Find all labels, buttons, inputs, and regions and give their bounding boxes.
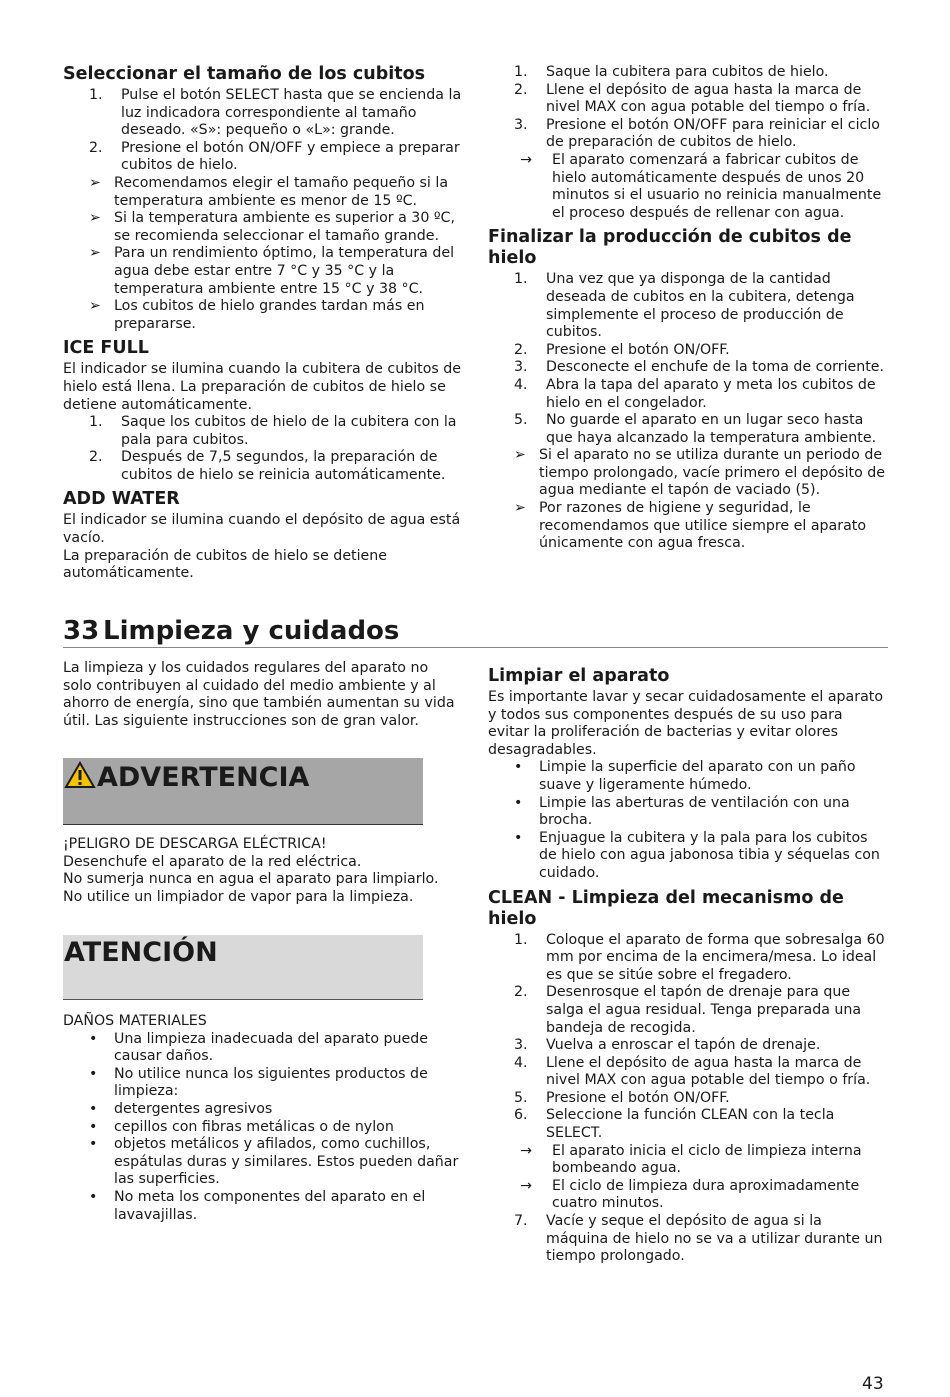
list-item-text: El aparato comenzará a fabricar cubitos de hielo automáticamente después de unos 20 minutos si el usuario no reinicia manualmente el proceso después de rellenar con agua.: [552, 151, 882, 221]
list-item-text: Seleccione la función CLEAN con la tecla SELECT.: [546, 1107, 835, 1142]
list-item: [63, 1031, 463, 1066]
finish-tips: [488, 447, 888, 553]
list-item: [63, 210, 463, 245]
refill-result: [488, 152, 888, 222]
list-item-text: Pulse el botón SELECT hasta que se encienda la luz indicadora correspondiente al tamaño deseado. «S»: pequeño o «L»: grande.: [121, 87, 462, 139]
list-item: [63, 1136, 463, 1189]
list-item: [488, 342, 888, 360]
attention-title: ATENCIÓN: [64, 937, 218, 968]
list-item: [63, 140, 463, 175]
list-item-text: Presione el botón ON/OFF.: [546, 341, 730, 358]
warning-line: Desenchufe el aparato de la red eléctrica.: [63, 853, 362, 870]
icefull-steps: [63, 414, 463, 484]
list-item-text: Los cubitos de hielo grandes tardan más en prepararse.: [114, 298, 425, 332]
list-item: [488, 1037, 888, 1055]
list-marker: 2.: [514, 341, 528, 358]
list-item: [488, 1090, 888, 1108]
list-item: [488, 377, 888, 412]
list-marker: 4.: [514, 376, 528, 393]
warning-line: No sumerja nunca en agua el aparato para limpiarlo.: [63, 871, 439, 888]
list-item-text: Desconecte el enchufe de la toma de corriente.: [546, 359, 885, 376]
warning-triangle-icon: [64, 761, 96, 789]
list-marker: 7.: [514, 1213, 528, 1230]
list-item-text: Limpie la superficie del aparato con un paño suave y ligeramente húmedo.: [539, 759, 856, 793]
list-marker: •: [89, 1065, 98, 1082]
chapter-title: Limpieza y cuidados: [103, 616, 400, 646]
list-item-text: Una limpieza inadecuada del aparato puede causar daños.: [114, 1030, 428, 1065]
list-item-text: Vacíe y seque el depósito de agua si la máquina de hielo no se va a utilizar durante un tiempo prolongado.: [546, 1213, 883, 1265]
list-item: [488, 64, 888, 82]
list-item: [488, 271, 888, 341]
list-item: [63, 298, 463, 333]
list-item: [488, 117, 888, 152]
list-item-text: objetos metálicos y afilados, como cuchillos, espátulas duras y similares. Estos pueden dañar las superficies.: [114, 1136, 459, 1188]
list-item: [63, 1119, 463, 1137]
page-number: 43: [862, 1374, 884, 1394]
right-top-column: [488, 64, 888, 553]
list-marker: •: [89, 1030, 98, 1047]
list-marker: 3.: [514, 1037, 528, 1054]
list-item: [63, 1189, 463, 1224]
finish-heading: Finalizar la producción de cubitos de hielo: [488, 227, 852, 269]
list-item-text: No meta los componentes del aparato en el lavavajillas.: [114, 1188, 426, 1223]
list-item-text: Saque la cubitera para cubitos de hielo.: [546, 64, 829, 80]
list-item-text: Para un rendimiento óptimo, la temperatura del agua debe estar entre 7 °C y 35 °C y la temperatura ambiente entre 15 °C y 38 °C.: [114, 245, 455, 297]
addwater-heading: ADD WATER: [63, 489, 180, 510]
list-marker: •: [89, 1100, 98, 1117]
icefull-heading: ICE FULL: [63, 338, 149, 359]
list-marker: 3.: [514, 359, 528, 376]
chapter-divider: [63, 647, 888, 648]
clean-items: [488, 759, 888, 882]
list-marker: 1.: [514, 271, 528, 288]
arrow-icon: →: [520, 151, 532, 168]
left-bottom-intro: [63, 660, 458, 730]
list-marker: 2.: [514, 81, 528, 98]
size-heading: Seleccionar el tamaño de los cubitos: [63, 64, 426, 84]
list-item: [488, 984, 888, 1037]
list-item-text: Abra la tapa del aparato y meta los cubitos de hielo en el congelador.: [546, 376, 876, 411]
list-marker: ➢: [514, 447, 526, 464]
list-item: [63, 175, 463, 210]
list-item-text: Llene el depósito de agua hasta la marca de nivel MAX con agua potable del tiempo o fría.: [546, 1054, 871, 1089]
list-item-text: Saque los cubitos de hielo de la cubitera con la pala para cubitos.: [121, 414, 457, 448]
warning-line: No utilice un limpiador de vapor para la limpieza.: [63, 888, 414, 905]
cleaning-intro: La limpieza y los cuidados regulares del aparato no solo contribuyen al cuidado del medio ambiente y al ahorro de energía, sino que también aumentan su vida útil. Las siguiente instrucciones son de gran valor.: [63, 660, 455, 729]
clean-heading: Limpiar el aparato: [488, 666, 670, 686]
list-item: [488, 447, 888, 500]
warning-text: [63, 836, 463, 906]
list-item-text: Una vez que ya disponga de la cantidad deseada de cubitos en la cubitera, detenga simplemente el proceso de producción de cubitos.: [546, 271, 855, 341]
list-item-text: Si la temperatura ambiente es superior a 30 ºC, se recomienda seleccionar el tamaño grande.: [114, 210, 455, 244]
list-marker: ➢: [89, 245, 101, 262]
list-marker: 2.: [514, 984, 528, 1001]
attention-box: [63, 935, 423, 1000]
attention-subtitle: DAÑOS MATERIALES: [63, 1013, 207, 1029]
list-item: [488, 830, 888, 883]
list-marker: •: [89, 1118, 98, 1135]
list-item-text: cepillos con fibras metálicas o de nylon: [114, 1118, 394, 1135]
list-item: [488, 359, 888, 377]
list-item-text: Recomendamos elegir el tamaño pequeño si la temperatura ambiente es menor de 15 ºC.: [114, 174, 449, 209]
list-marker: 2.: [89, 449, 103, 466]
warning-title: ADVERTENCIA: [97, 762, 310, 793]
list-item-text: Desenrosque el tapón de drenaje para que salga el agua residual. Tenga preparada una bandeja de recogida.: [546, 984, 862, 1036]
clean-text: Es importante lavar y secar cuidadosamente el aparato y todos sus componentes después de su uso para evitar la proliferación de bacterias y evitar olores desagradables.: [488, 689, 884, 758]
list-item: [488, 1213, 888, 1266]
list-item-text: El aparato inicia el ciclo de limpieza interna bombeando agua.: [552, 1142, 862, 1177]
list-item-text: Si el aparato no se utiliza durante un periodo de tiempo prolongado, vacíe primero el depósito de agua mediante el tapón de vaciado (5).: [539, 447, 886, 499]
list-item: [488, 500, 888, 553]
list-marker: •: [514, 759, 523, 776]
list-item-text: Vuelva a enroscar el tapón de drenaje.: [546, 1037, 821, 1054]
warning-line: ¡PELIGRO DE DESCARGA ELÉCTRICA!: [63, 836, 327, 852]
list-item: [488, 152, 888, 222]
mech-steps-a: [488, 932, 888, 1143]
list-item-text: Después de 7,5 segundos, la preparación de cubitos de hielo se reinicia automáticamente.: [121, 449, 446, 483]
size-tips: [63, 175, 463, 333]
attention-items: [63, 1031, 463, 1225]
list-marker: •: [89, 1136, 98, 1153]
list-item-text: Limpie las aberturas de ventilación con una brocha.: [539, 794, 850, 829]
attention-text: [63, 1013, 463, 1224]
list-marker: ➢: [514, 500, 526, 517]
list-marker: 3.: [514, 116, 528, 133]
mech-results: [488, 1143, 888, 1213]
size-steps: [63, 87, 463, 175]
list-item: [488, 932, 888, 985]
list-item-text: No guarde el aparato en un lugar seco hasta que haya alcanzado la temperatura ambiente.: [546, 412, 877, 446]
list-marker: 4.: [514, 1054, 528, 1071]
list-marker: →: [520, 1142, 532, 1159]
list-marker: 2.: [89, 139, 103, 156]
list-marker: 1.: [514, 931, 528, 948]
list-item-text: Llene el depósito de agua hasta la marca de nivel MAX con agua potable del tiempo o fría.: [546, 81, 871, 116]
list-item-text: detergentes agresivos: [114, 1100, 273, 1117]
chapter-number: 33: [63, 616, 100, 646]
list-marker: 6.: [514, 1107, 528, 1124]
list-item: [63, 1066, 463, 1101]
list-item: [63, 1101, 463, 1119]
right-bottom-column: [488, 666, 888, 1266]
list-item-text: Enjuague la cubitera y la pala para los cubitos de hielo con agua jabonosa tibia y séquelas con cuidado.: [539, 829, 880, 881]
list-marker: •: [514, 794, 523, 811]
list-marker: 5.: [514, 1089, 528, 1106]
list-item: [63, 414, 463, 449]
list-marker: 1.: [514, 64, 528, 80]
list-item: [488, 1107, 888, 1142]
list-marker: ➢: [89, 298, 101, 315]
list-marker: →: [520, 1177, 532, 1194]
list-marker: 1.: [89, 87, 103, 103]
list-marker: •: [89, 1188, 98, 1205]
list-item: [63, 245, 463, 298]
warning-box: [63, 758, 423, 825]
list-marker: ➢: [89, 174, 101, 191]
chapter-heading: [63, 616, 399, 646]
mech-steps-b: [488, 1213, 888, 1266]
list-item-text: Presione el botón ON/OFF.: [546, 1089, 730, 1106]
list-marker: 1.: [89, 414, 103, 431]
list-item-text: Coloque el aparato de forma que sobresalga 60 mm por encima de la encimera/mesa. Lo ideal es que se sitúe sobre el fregadero.: [546, 931, 885, 983]
list-item: [488, 1143, 888, 1178]
list-item-text: Presione el botón ON/OFF y empiece a preparar cubitos de hielo.: [121, 139, 460, 174]
list-marker: •: [514, 829, 523, 846]
list-marker: ➢: [89, 210, 101, 227]
list-item: [488, 1055, 888, 1090]
list-item: [488, 82, 888, 117]
list-marker: 5.: [514, 412, 528, 429]
list-item: [488, 795, 888, 830]
list-item: [63, 87, 463, 140]
list-item-text: No utilice nunca los siguientes productos de limpieza:: [114, 1065, 428, 1100]
list-item: [488, 1178, 888, 1213]
left-top-column: [63, 64, 463, 583]
finish-steps: [488, 271, 888, 447]
list-item-text: El ciclo de limpieza dura aproximadamente cuatro minutos.: [552, 1177, 860, 1212]
list-item: [488, 412, 888, 447]
addwater-text-2: La preparación de cubitos de hielo se detiene automáticamente.: [63, 547, 387, 582]
refill-steps: [488, 64, 888, 152]
list-item-text: Por razones de higiene y seguridad, le recomendamos que utilice siempre el aparato únicamente con agua fresca.: [539, 500, 867, 552]
addwater-text-1: El indicador se ilumina cuando el depósito de agua está vacío.: [63, 512, 461, 547]
list-item: [488, 759, 888, 794]
list-item-text: Presione el botón ON/OFF para reiniciar el ciclo de preparación de cubitos de hielo.: [546, 116, 880, 151]
mech-heading: CLEAN - Limpieza del mecanismo de hielo: [488, 887, 844, 929]
list-item: [63, 449, 463, 484]
icefull-text: El indicador se ilumina cuando la cubitera de cubitos de hielo está llena. La preparación de cubitos de hielo se detiene automáticamente.: [63, 361, 462, 413]
